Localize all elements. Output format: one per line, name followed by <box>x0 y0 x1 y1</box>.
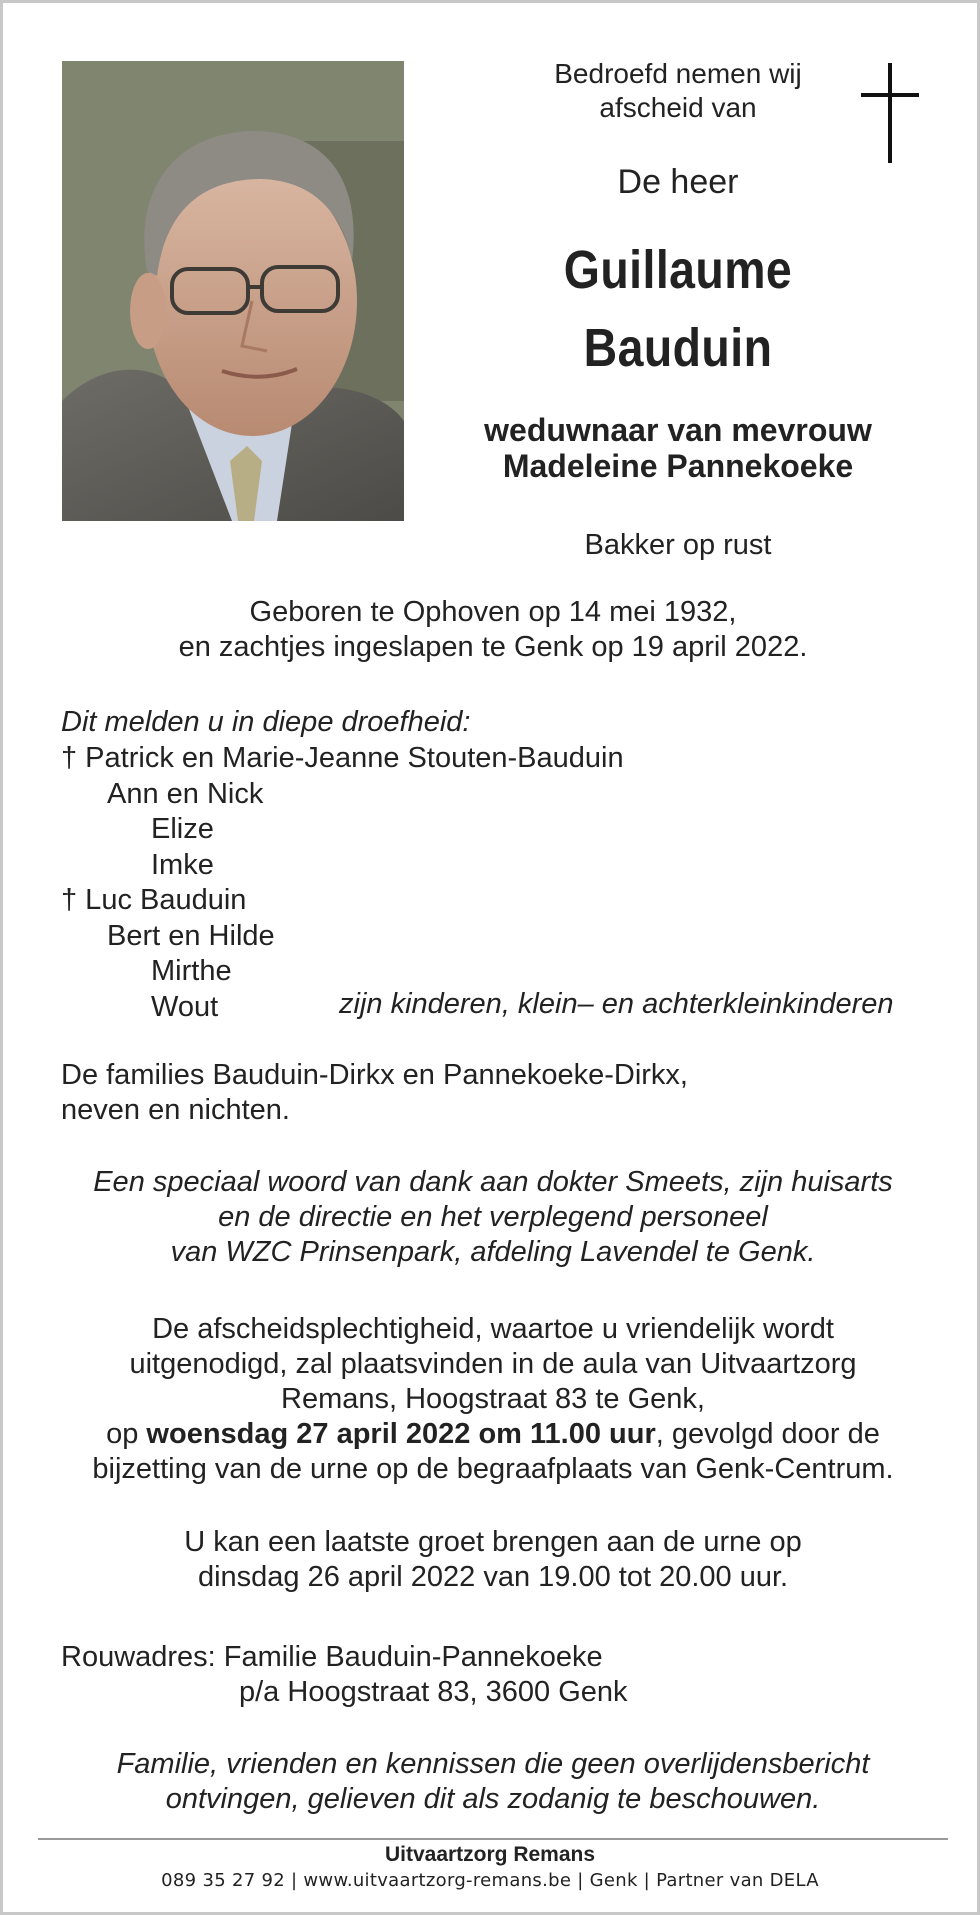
thanks-line: Een speciaal woord van dank aan dokter Smeets, zijn huisarts <box>93 1166 893 1198</box>
list-item: † Patrick en Marie-Jeanne Stouten-Bauduin <box>61 742 624 774</box>
families <box>61 1058 929 1128</box>
funeral-home-name: Uitvaartzorg Remans <box>384 1843 596 1866</box>
list-item: Wout <box>151 990 219 1023</box>
ceremony-prefix: op <box>106 1418 147 1450</box>
spouse-info <box>413 412 943 484</box>
spouse-line: weduwnaar van mevrouw <box>484 412 872 448</box>
notice-line: ontvingen, gelieven dit als zodanig te beschouwen. <box>165 1783 821 1815</box>
ceremony-suffix: , gevolgd door de <box>655 1418 880 1450</box>
families-line: neven en nichten. <box>61 1094 290 1126</box>
list-item: Elize <box>151 813 214 845</box>
dates-line: Geboren te Ophoven op 14 mei 1932, <box>249 596 737 628</box>
address-line: Rouwadres: Familie Bauduin-Pannekoeke <box>61 1641 603 1673</box>
notice-text <box>59 1747 927 1817</box>
mourning-address <box>61 1640 929 1710</box>
thanks-line: van WZC Prinsenpark, afdeling Lavendel te Genk. <box>170 1236 816 1268</box>
deceased-name <box>450 231 906 387</box>
intro-line: Bedroefd nemen wij <box>554 58 802 89</box>
visit-line: U kan een laatste groet brengen aan de urne op <box>184 1526 802 1558</box>
mourners-list <box>61 741 624 1025</box>
ceremony-line: uitgenodigd, zal plaatsvinden in de aula van Uitvaartzorg <box>129 1348 857 1380</box>
visit-text <box>59 1525 927 1595</box>
footer-divider <box>38 1838 948 1840</box>
ceremony-line: Remans, Hoogstraat 83 te Genk, <box>281 1383 705 1415</box>
list-item: † Luc Bauduin <box>61 884 247 916</box>
list-item: Imke <box>151 848 214 881</box>
dates-line: en zachtjes ingeslapen te Genk op 19 april 2022. <box>178 631 808 663</box>
ceremony-date-line <box>59 1417 927 1452</box>
families-line: De families Bauduin-Dirkx en Pannekoeke-Dirkx, <box>61 1059 688 1091</box>
spouse-line: Madeleine Pannekoeke <box>502 448 854 484</box>
occupation: Bakker op rust <box>584 529 772 561</box>
intro-text <box>413 57 943 125</box>
portrait-photo <box>62 61 404 521</box>
ceremony-line: De afscheidsplechtigheid, waartoe u vriendelijk wordt <box>152 1313 834 1345</box>
first-name: Guillaume <box>563 240 793 300</box>
funeral-home-contact: 089 35 27 92 | www.uitvaartzorg-remans.be | Genk | Partner van DELA <box>161 1870 819 1891</box>
intro-line: afscheid van <box>599 92 757 123</box>
mourners-relation: zijn kinderen, klein– en achterkleinkinderen <box>339 988 894 1020</box>
mourners-heading: Dit melden u in diepe droefheid: <box>61 706 471 738</box>
salutation: De heer <box>617 163 739 201</box>
ceremony-line: bijzetting van de urne op de begraafplaats van Genk-Centrum. <box>92 1453 894 1485</box>
list-item: Mirthe <box>151 955 232 987</box>
thanks-line: en de directie en het verplegend personeel <box>218 1201 768 1233</box>
ceremony-text <box>59 1312 927 1487</box>
life-dates <box>59 595 927 665</box>
list-item: Ann en Nick <box>107 777 264 810</box>
last-name: Bauduin <box>583 318 773 378</box>
address-line: p/a Hoogstraat 83, 3600 Genk <box>239 1676 628 1708</box>
visit-line: dinsdag 26 april 2022 van 19.00 tot 20.00 uur. <box>197 1561 789 1593</box>
notice-line: Familie, vrienden en kennissen die geen overlijdensbericht <box>116 1748 870 1780</box>
thanks-text <box>59 1165 927 1270</box>
list-item: Bert en Hilde <box>107 919 275 952</box>
ceremony-datetime: woensdag 27 april 2022 om 11.00 uur <box>146 1418 656 1450</box>
